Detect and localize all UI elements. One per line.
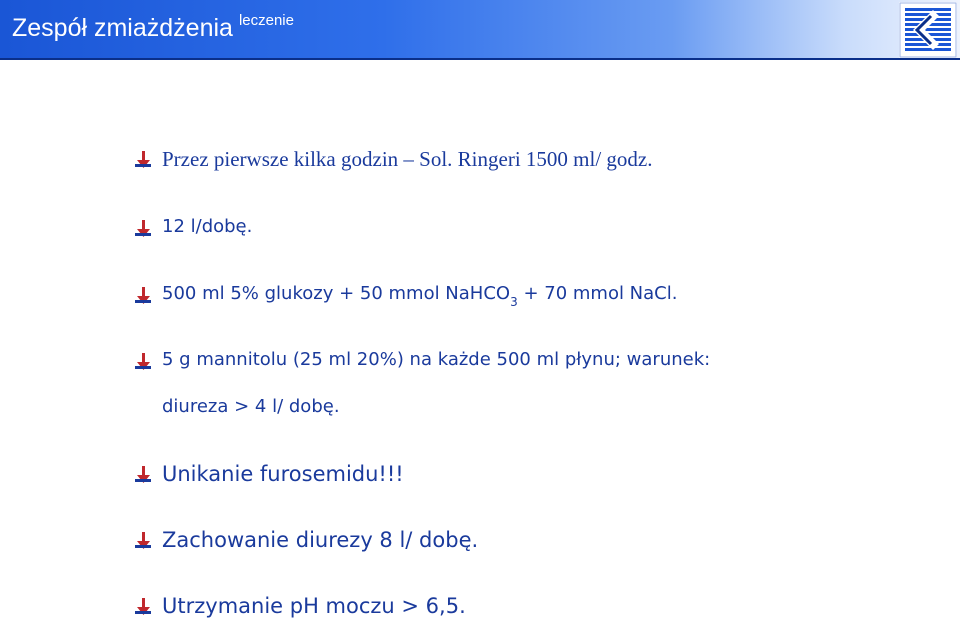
bullet-text: 5 g mannitolu (25 ml 20%) na każde 500 ml płynu; warunek: (162, 349, 711, 370)
arrow-bullet-icon (135, 532, 151, 550)
arrow-bullet-icon (135, 353, 151, 371)
arrow-bullet-icon (135, 220, 151, 238)
bullet-text: Zachowanie diurezy 8 l/ dobę. (162, 528, 479, 552)
bullet-text: Unikanie furosemidu!!! (162, 462, 404, 486)
arrow-bullet-icon (135, 598, 151, 616)
bullet-subscript: 3 (510, 295, 518, 309)
title-main: Zespół zmiażdżenia (12, 14, 233, 42)
title-suffix: leczenie (238, 12, 294, 29)
bullet-text-before: 500 ml 5% glukozy + 50 mmol NaHCO (162, 283, 511, 304)
arrow-bullet-icon (135, 151, 151, 169)
bullet-text-continuation: diureza > 4 l/ dobę. (162, 396, 340, 417)
bullet-text: 12 l/dobę. (162, 216, 253, 237)
bullet-text (162, 283, 678, 309)
bullet-text-after: + 70 mmol NaCl. (517, 283, 678, 304)
bullet-text: Przez pierwsze kilka godzin – Sol. Ringeri 1500 ml/ godz. (162, 147, 653, 171)
arrow-bullet-icon (135, 287, 151, 305)
arrow-bullet-icon (135, 466, 151, 484)
bullet-text: Utrzymanie pH moczu > 6,5. (162, 594, 466, 618)
